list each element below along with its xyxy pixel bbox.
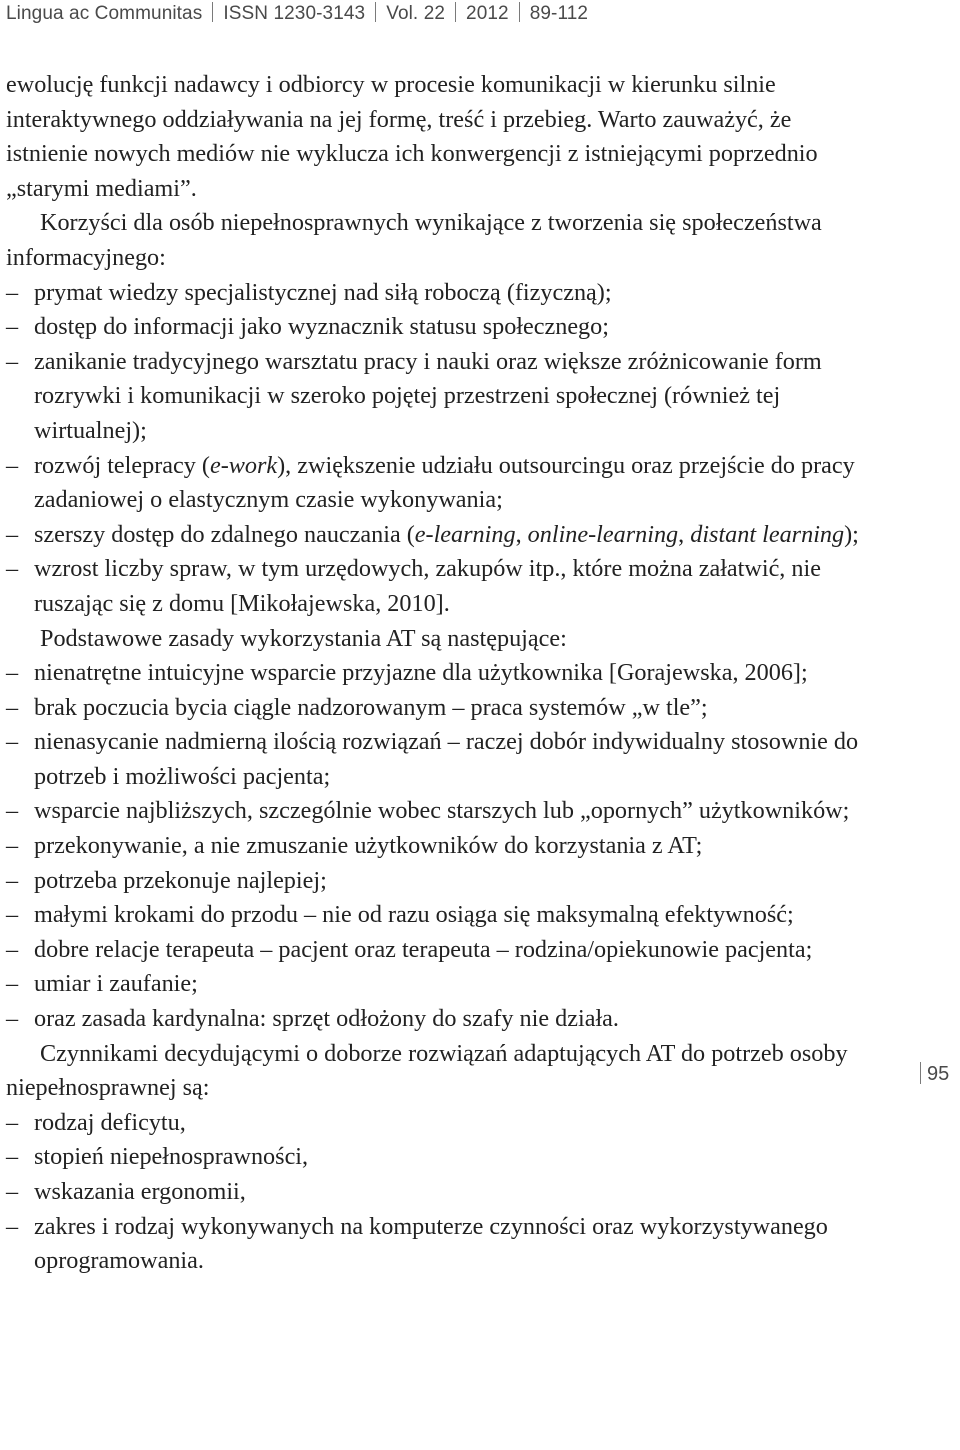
header-separator: [455, 2, 456, 22]
list-item: – potrzeba przekonuje najlepiej;: [6, 864, 862, 899]
header-separator: [375, 2, 376, 22]
list-item: – dostęp do informacji jako wyznacznik statusu społecznego;: [6, 310, 862, 345]
paragraph: Korzyści dla osób niepełnosprawnych wynikające z tworzenia się społeczeństwa informacyjnego:: [6, 209, 822, 271]
running-header: [6, 2, 588, 28]
journal-volume: Vol. 22: [386, 3, 446, 24]
list-item: – wsparcie najbliższych, szczególnie wobec starszych lub „opornych” użytkowników;: [6, 794, 862, 829]
factors-list: [6, 1106, 862, 1279]
list-item: – zanikanie tradycyjnego warsztatu pracy i nauki oraz większe zróżnicowanie form rozrywki i komunikacji w szeroko pojętej przestrzeni społecznej (również tej wirtualnej);: [6, 345, 862, 449]
list-item: – dobre relacje terapeuta – pacjent oraz terapeuta – rodzina/opiekunowie pacjenta;: [6, 933, 862, 968]
list-item: – stopień niepełnosprawności,: [6, 1140, 862, 1175]
list-item: – rodzaj deficytu,: [6, 1106, 862, 1141]
list-item: – przekonywanie, a nie zmuszanie użytkowników do korzystania z AT;: [6, 829, 862, 864]
list-item-text: ,: [515, 520, 528, 548]
list-item: [6, 518, 862, 553]
journal-year: 2012: [466, 3, 509, 24]
foreign-term: e-work: [209, 451, 278, 479]
paragraph: ewolucję funkcji nadawcy i odbiorcy w procesie komunikacji w kierunku silnie interaktywnego oddziaływania na jej formę, treść i przebieg. Warto zauważyć, że istnienie nowych mediów nie wyklucza ich konwergencji z istniejącymi poprzednio „starymi mediami”.: [6, 71, 818, 202]
list-item-text: );: [844, 520, 859, 548]
principles-list: [6, 656, 862, 1037]
benefits-list: [6, 276, 862, 622]
list-item: – prymat wiedzy specjalistycznej nad siłą roboczą (fizyczną);: [6, 276, 862, 311]
list-item: – brak poczucia bycia ciągle nadzorowanym – praca systemów „w tle”;: [6, 691, 862, 726]
foreign-term: e-learning: [414, 520, 516, 548]
header-separator: [212, 2, 213, 22]
page-number: [920, 1062, 949, 1086]
page-number-text: 95: [927, 1063, 950, 1085]
foreign-term: distant learning: [690, 520, 845, 548]
list-item-text: szerszy dostęp do zdalnego nauczania (: [34, 520, 415, 548]
paragraph: Czynnikami decydującymi o doborze rozwiązań adaptujących AT do potrzeb osoby niepełnosprawnej są:: [6, 1039, 848, 1102]
list-item: – umiar i zaufanie;: [6, 967, 862, 1002]
list-item: – zakres i rodzaj wykonywanych na komputerze czynności oraz wykorzystywanego oprogramowania.: [6, 1210, 862, 1279]
list-item: – wzrost liczby spraw, w tym urzędowych, zakupów itp., które można załatwić, nie ruszając się z domu [Mikołajewska, 2010].: [6, 552, 862, 621]
journal-issn: ISSN 1230-3143: [223, 3, 366, 24]
list-item: – małymi krokami do przodu – nie od razu osiąga się maksymalną efektywność;: [6, 898, 862, 933]
list-item: – oraz zasada kardynalna: sprzęt odłożony do szafy nie działa.: [6, 1002, 862, 1037]
list-item-text: rozwój telepracy (: [34, 451, 210, 479]
list-item: – nienatrętne intuicyjne wsparcie przyjazne dla użytkownika [Gorajewska, 2006];: [6, 656, 862, 691]
list-item: [6, 449, 862, 518]
list-item: – nienasycanie nadmierną ilością rozwiązań – raczej dobór indywidualny stosownie do potrzeb i możliwości pacjenta;: [6, 725, 862, 794]
journal-pages: 89-112: [529, 3, 589, 24]
folio-rule: [920, 1062, 921, 1084]
paragraph: Podstawowe zasady wykorzystania AT są następujące:: [40, 624, 567, 652]
list-item-text: ,: [678, 520, 691, 548]
list-item: – wskazania ergonomii,: [6, 1175, 862, 1210]
article-body: [6, 68, 862, 1279]
journal-title: Lingua ac Communitas: [6, 3, 203, 24]
list-item-text: ), zwiększenie udziału outsourcingu oraz przejście do pracy zadaniowej o elastycznym czasie wykonywania;: [34, 451, 855, 514]
foreign-term: online-learning: [527, 520, 679, 548]
header-separator: [519, 2, 520, 22]
